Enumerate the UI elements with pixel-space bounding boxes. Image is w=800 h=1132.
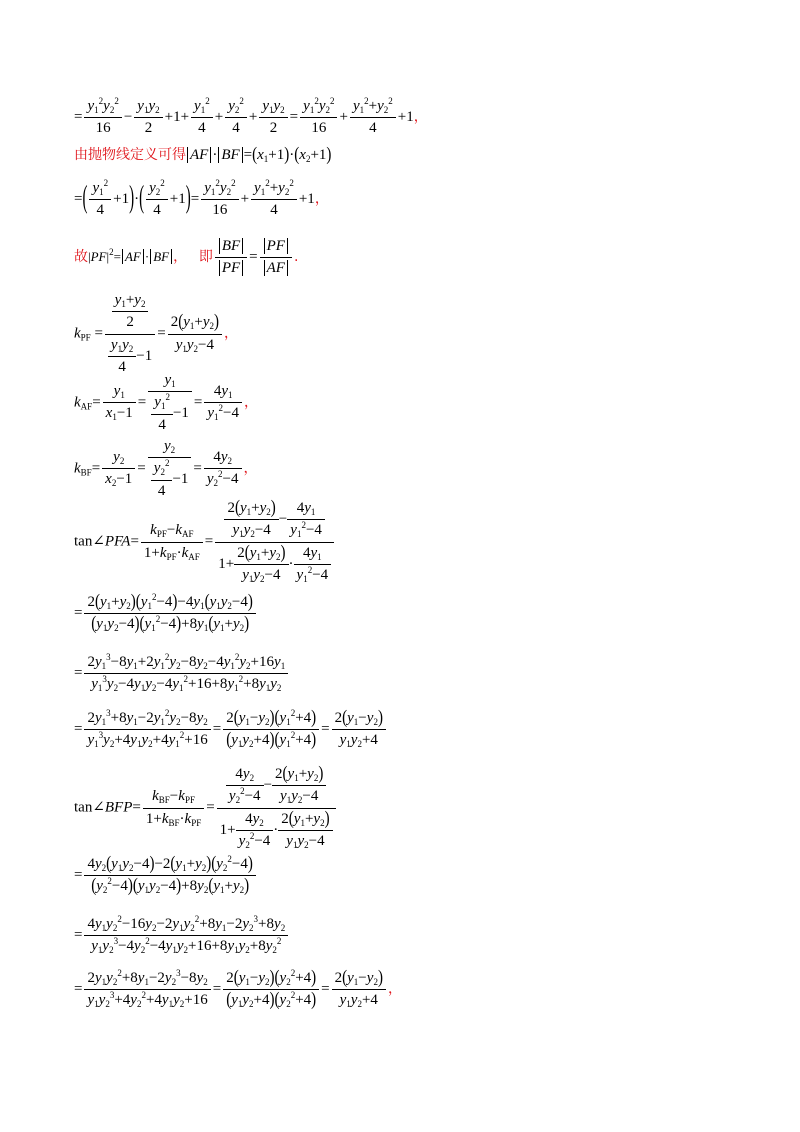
slope-pf-label: PF xyxy=(80,332,91,343)
angle-bfp: ∠BFP xyxy=(92,799,133,816)
comma: ， xyxy=(173,249,188,266)
comma: ， xyxy=(314,191,329,208)
equation-line-k-af: $k_{AF}=$ $\frac{y_1}{x_1-1}$ = $y_1$ $\frac{y_1^2}{4}$ −1 = $\frac{4y_1}{y_1^2-4}$ ， xyxy=(74,372,259,433)
slope-af-label: AF xyxy=(80,401,93,412)
equation-line-4: 故$|PF|^2=$ AF · BF ， 即 $\frac{BF}{PF}$ = $\frac{PF}{AF}$ . xyxy=(74,238,299,277)
equation-line-k-pf: $k_{PF}$ = $\frac{y_1+y_2}{2}$ $\frac{y_1y_2}{4}$ −1 = $\frac{2(y_1+y_2)}{y_1y_2-4}$ ， xyxy=(74,292,238,375)
angle-pfa: ∠PFA xyxy=(92,533,131,550)
equation-line-3: =( $\frac{y_1^2}{4}$ +1)·( $\frac{y_2^2}{4}$ +1)= $\frac{y_1^2y_2^2}{16}$ + $\frac{y_1^2+y_2^2}{4}$ +1， xyxy=(74,178,329,219)
equation-line-1: = $\frac{y_1^2y_2^2}{16}$ − $\frac{y_1y_2}{2}$ +1+ $\frac{y_1^2}{4}$ + $\frac{y_2^2}{4}$ + $\frac{y_1y_2}{2}$ = $\frac{y_1^2y_2^2}{16}$ + $\frac{y_1^2+y_2^2}{4}$ +1， xyxy=(74,96,428,137)
equation-line-2: 由抛物线定义可得 AF · BF $=(x_1+1)\cdot(x_2+1)$ xyxy=(74,144,332,165)
equation-line-10: = $\frac{2y_1^3-8y_1+2y_1^2y_2-8y_2-4y_1^2y_2+16y_1}{y_1^3y_2-4y_1y_2-4y_1^2+16+8y_1^2+8y_1y_2}$ xyxy=(74,654,290,694)
comma: ， xyxy=(243,460,258,477)
equation-line-tan-bfp: tan∠BFP= $\frac{k_{BF}-k_{PF}}{1+k_{BF}\cdot k_{PF}}$ = $\frac{4y_2}{y_2^2-4}$ − $\frac{2(y_1+y_2)}{y_1y_2-4}$ 1+ $\frac{4y_2}{y_2^2-4}$ · $\frac{2(y_1+y_2)}{y_1y_2-4}$ xyxy=(74,766,338,850)
equation-line-15: = $\frac{2y_1y_2^2+8y_1-2y_2^3-8y_2}{y_1y_2^3+4y_2^2+4y_1y_2+16}$ = $\frac{2(y_1-y_2)(y_2^2+4)}{(y_1y_2+4)(y_2^2+4)}$ = $\frac{2(y_1-y_2)}{y_1y_2+4}$ ， xyxy=(74,967,402,1011)
comma: ， xyxy=(224,325,238,342)
tan-label: tan xyxy=(74,799,93,816)
comma: ， xyxy=(387,981,402,998)
tan-label: tan xyxy=(74,533,93,550)
comma: ， xyxy=(244,394,259,411)
equation-line-11: = $\frac{2y_1^3+8y_1-2y_1^2y_2-8y_2}{y_1^3y_2+4y_1y_2+4y_1^2+16}$ = $\frac{2(y_1-y_2)(y_1^2+4)}{(y_1y_2+4)(y_1^2+4)}$ = $\frac{2(y_1-y_2)}{y_1y_2+4}$ xyxy=(74,710,388,750)
parabola-definition-note: 由抛物线定义可得 xyxy=(74,147,186,163)
namely-note: 即 xyxy=(198,249,213,266)
slope-bf-label: BF xyxy=(80,467,92,478)
comma: ， xyxy=(413,109,428,126)
therefore-note: 故 xyxy=(74,249,88,266)
equation-line-k-bf: $k_{BF}=$ $\frac{y_2}{x_2-1}$ = $y_2$ $\frac{y_2^2}{4}$ −1 = $\frac{4y_2}{y_2^2-4}$ ， xyxy=(74,438,258,499)
equation-line-tan-pfa: tan∠PFA= $\frac{k_{PF}-k_{AF}}{1+k_{PF}\cdot k_{AF}}$ = $\frac{2(y_1+y_2)}{y_1y_2-4}$ − $\frac{4y_1}{y_1^2-4}$ 1+ $\frac{2(y_1+y_2)}{y_1y_2-4}$ · $\frac{4y_1}{y_1^2-4}$ xyxy=(74,500,336,584)
period: . xyxy=(293,249,299,266)
equation-line-14: = $\frac{4y_1y_2^2-16y_2-2y_1y_2^2+8y_1-2y_2^3+8y_2}{y_1y_2^3-4y_2^2-4y_1y_2+16+8y_1y_2+8y_2^2}$ xyxy=(74,916,290,956)
equation-line-13: = $\frac{4y_2(y_1y_2-4)-2(y_1+y_2)(y_2^2-4)}{(y_2^2-4)(y_1y_2-4)+8y_2(y_1+y_2)}$ xyxy=(74,856,258,896)
equation-line-9: = $\frac{2(y_1+y_2)(y_1^2-4)-4y_1(y_1y_2-4)}{(y_1y_2-4)(y_1^2-4)+8y_1(y_1+y_2)}$ xyxy=(74,594,258,634)
